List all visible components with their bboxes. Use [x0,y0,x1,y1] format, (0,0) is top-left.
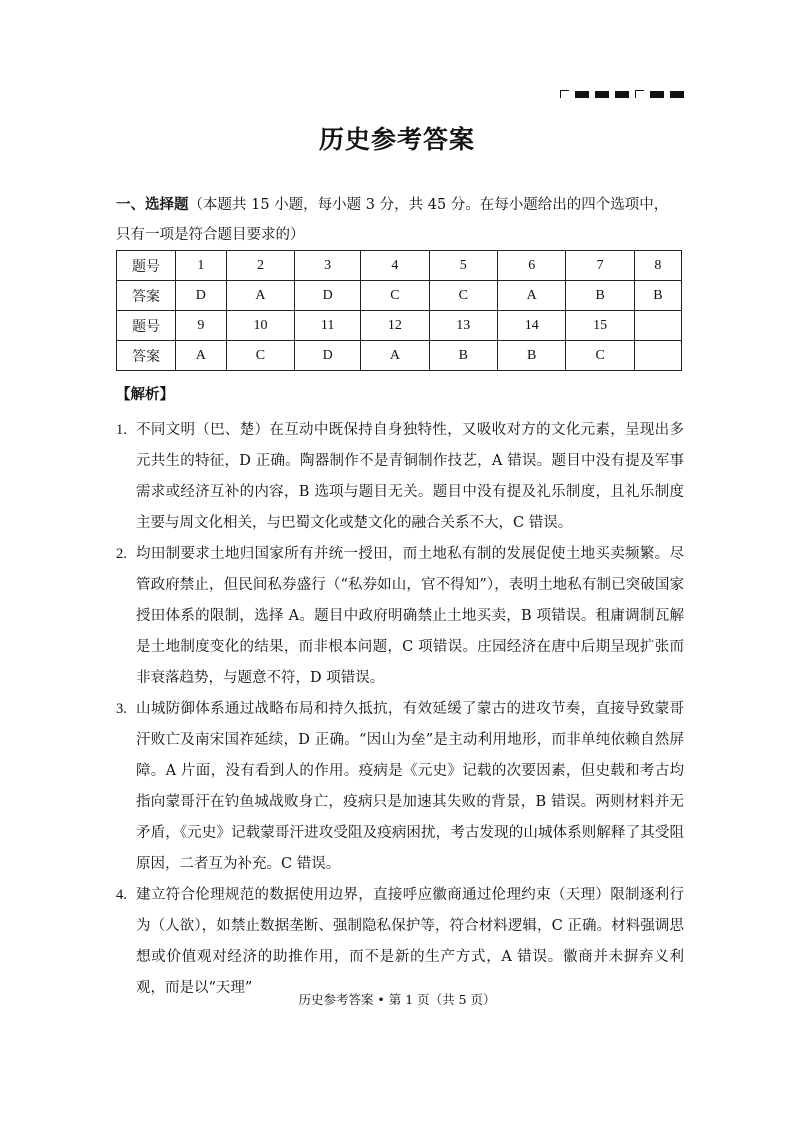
table-cell: 5 [429,251,497,281]
table-cell: 7 [566,251,634,281]
table-cell: 13 [429,311,497,341]
table-cell [634,311,681,341]
table-cell: 6 [498,251,566,281]
explanation-list [116,415,684,1004]
table-cell: 11 [295,311,361,341]
table-cell: B [566,281,634,311]
section-description: （本题共 15 小题，每小题 3 分，共 45 分。在每小题给出的四个选项中，只有一项是符合题目要求的） [116,197,669,243]
table-row [117,311,682,341]
explanation-item [116,880,684,1004]
code-block-mark [670,91,684,98]
table-cell: C [361,281,429,311]
row-header-cell: 题号 [117,311,176,341]
table-cell: C [566,341,634,371]
table-cell: D [295,341,361,371]
table-cell: 12 [361,311,429,341]
row-header-cell: 答案 [117,281,176,311]
table-cell: A [176,341,227,371]
code-block-mark [575,91,589,98]
table-cell: 2 [226,251,294,281]
table-cell: 14 [498,311,566,341]
code-block-mark [615,91,629,98]
table-cell: A [361,341,429,371]
document-code-marks [560,90,684,98]
explanation-text: 山城防御体系通过战略布局和持久抵抗，有效延缓了蒙古的进攻节奏，直接导致蒙哥汗败亡及南宋国祚延续，D 正确。“因山为垒”是主动利用地形，而非单纯依赖自然屏障。A 片面，没有看到人的作用。疫病是《元史》记载的次要因素，但史载和考古均指向蒙哥汗在钓鱼城战败身亡，疫病只是加速其失败的背景，B 错误。两则材料并无矛盾，《元史》记载蒙哥汗进攻受阻及疫病困扰，考古发现的山城体系则解释了其受阻原因，二者互为补充。C 错误。 [136,701,684,872]
table-cell [634,341,681,371]
code-block-mark [650,91,664,98]
table-row [117,341,682,371]
explanation-number: 3. [116,701,127,717]
explanation-item [116,694,684,880]
explanation-item [116,415,684,539]
explanation-text: 不同文明（巴、楚）在互动中既保持自身独特性，又吸收对方的文化元素，呈现出多元共生的特征，D 正确。陶器制作不是青铜制作技艺，A 错误。题目中没有提及军事需求或经济互补的内容，B 选项与题目无关。题目中没有提及礼乐制度，且礼乐制度主要与周文化相关，与巴蜀文化或楚文化的融合关系不大，C 错误。 [136,422,684,531]
table-cell: 9 [176,311,227,341]
row-header-cell: 答案 [117,341,176,371]
table-cell: 15 [566,311,634,341]
table-cell: D [176,281,227,311]
table-cell: D [295,281,361,311]
row-header-cell: 题号 [117,251,176,281]
page-title: 历史参考答案 [318,125,475,154]
code-block-mark [595,91,609,98]
explanation-label: 【解析】 [116,386,174,403]
table-cell: 3 [295,251,361,281]
table-cell: A [226,281,294,311]
section-label: 一、选择题 [116,196,189,213]
table-cell: 4 [361,251,429,281]
explanation-number: 2. [116,546,127,562]
table-cell: 10 [226,311,294,341]
explanation-text: 均田制要求土地归国家所有并统一授田，而土地私有制的发展促使土地买卖频繁。尽管政府禁止，但民间私券盛行（“私券如山，官不得知”），表明土地私有制已突破国家授田体系的限制，选择 A。题目中政府明确禁止土地买卖，B 项错误。租庸调制瓦解是土地制度变化的结果，而非根本问题，C 项错误。庄园经济在唐中后期呈现扩张而非衰落趋势，与题意不符，D 项错误。 [136,546,684,686]
table-row [117,251,682,281]
table-cell: C [429,281,497,311]
table-cell: B [634,281,681,311]
page-footer: 历史参考答案 • 第 1 页（共 5 页） [298,992,496,1007]
section-heading [116,190,682,250]
explanation-number: 4. [116,887,127,903]
table-cell: B [429,341,497,371]
table-cell: 8 [634,251,681,281]
corner-mark [635,90,644,98]
table-cell: C [226,341,294,371]
table-row [117,281,682,311]
answer-table [116,250,682,371]
explanation-number: 1. [116,422,127,438]
corner-mark [560,90,569,98]
explanation-item [116,539,684,694]
table-cell: A [498,281,566,311]
table-cell: 1 [176,251,227,281]
table-cell: B [498,341,566,371]
explanation-text: 建立符合伦理规范的数据使用边界，直接呼应徽商通过伦理约束（天理）限制逐利行为（人欲），如禁止数据垄断、强制隐私保护等，符合材料逻辑，C 正确。材料强调思想或价值观对经济的助推作用，而不是新的生产方式，A 错误。徽商并未摒弃义利观，而是以“天理” [136,887,684,996]
